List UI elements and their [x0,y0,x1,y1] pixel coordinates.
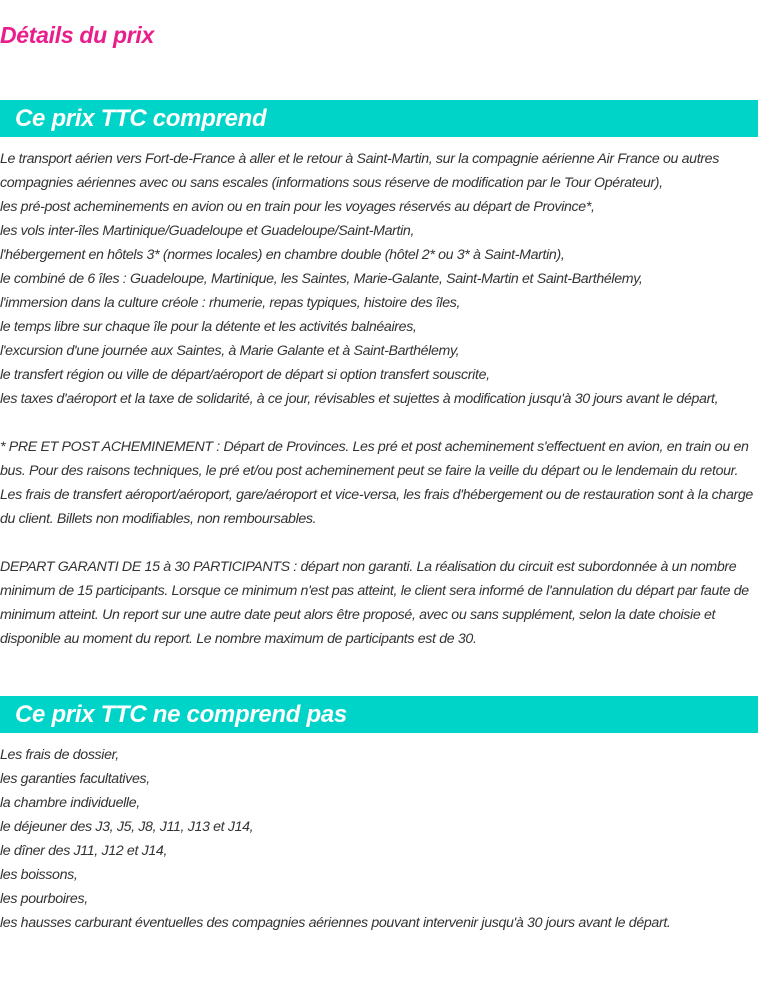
preacheminement-note: * PRE ET POST ACHEMINEMENT : Départ de Provinces. Les pré et post acheminement s'effectuent en avion, en train ou en bus. Pour des raisons techniques, le pré et/ou post acheminement peut se faire la veille du départ ou le lendemain du retour. Les frais de transfert aéroport/aéroport, gare/aéroport et vice-versa, les frais d'hébergement ou de restauration sont à la charge du client. Billets non modifiables, non remboursables. [0,439,753,527]
excluded-list [0,743,758,935]
included-item: le temps libre sur chaque île pour la détente et les activités balnéaires, [0,319,417,335]
excluded-item: les boissons, [0,867,78,883]
included-item: l'hébergement en hôtels 3* (normes locales) en chambre double (hôtel 2* ou 3* à Saint-Martin), [0,247,565,263]
excluded-item: les pourboires, [0,891,88,907]
depart-garanti-note: DEPART GARANTI DE 15 à 30 PARTICIPANTS : départ non garanti. La réalisation du circuit est subordonnée à un nombre minimum de 15 participants. Lorsque ce minimum n'est pas atteint, le client sera informé de l'annulation du départ par faute de minimum atteint. Un report sur une autre date peut alors être proposé, avec ou sans supplément, selon la date choisie et disponible au moment du report. Le nombre maximum de participants est de 30. [0,559,749,647]
excluded-item: le déjeuner des J3, J5, J8, J11, J13 et J14, [0,819,254,835]
excluded-item: les hausses carburant éventuelles des compagnies aériennes pouvant intervenir jusqu'à 30 jours avant le départ. [0,915,671,931]
included-section-heading: Ce prix TTC comprend [0,100,758,137]
excluded-item: la chambre individuelle, [0,795,140,811]
included-item: les pré-post acheminements en avion ou en train pour les voyages réservés au départ de Province*, [0,199,595,215]
excluded-item: Les frais de dossier, [0,747,119,763]
page-title: Détails du prix [0,22,154,48]
included-item: Le transport aérien vers Fort-de-France à aller et le retour à Saint-Martin, sur la compagnie aérienne Air France ou autres compagnies aériennes avec ou sans escales (informations sous réserve de modification par le Tour Opérateur), [0,151,719,191]
included-item: les taxes d'aéroport et la taxe de solidarité, à ce jour, révisables et sujettes à modification jusqu'à 30 jours avant le départ, [0,391,719,407]
included-item: l'immersion dans la culture créole : rhumerie, repas typiques, histoire des îles, [0,295,461,311]
included-item: le transfert région ou ville de départ/aéroport de départ si option transfert souscrite, [0,367,490,383]
included-item: les vols inter-îles Martinique/Guadeloupe et Guadeloupe/Saint-Martin, [0,223,415,239]
excluded-section-heading: Ce prix TTC ne comprend pas [0,696,758,733]
excluded-item: les garanties facultatives, [0,771,150,787]
excluded-item: le dîner des J11, J12 et J14, [0,843,168,859]
included-item: l'excursion d'une journée aux Saintes, à Marie Galante et à Saint-Barthélemy, [0,343,460,359]
included-list [0,147,758,651]
included-item: le combiné de 6 îles : Guadeloupe, Martinique, les Saintes, Marie-Galante, Saint-Martin et Saint-Barthélemy, [0,271,643,287]
